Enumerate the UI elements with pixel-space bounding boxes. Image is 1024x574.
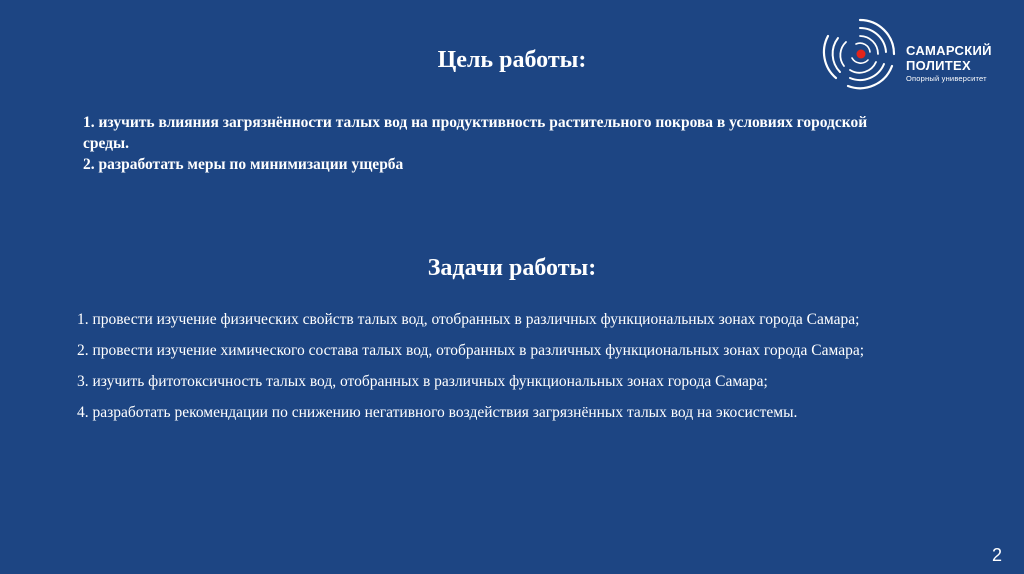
- logo-name-line1: САМАРСКИЙ: [906, 43, 992, 58]
- goal-item: 1. изучить влияния загрязнённости талых вод на продуктивность растительного покрова в условиях городской среды.: [83, 114, 868, 152]
- logo-tagline: Опорный университет: [906, 74, 987, 83]
- goal-heading: Цель работы:: [437, 47, 587, 73]
- logo-name-line2: ПОЛИТЕХ: [906, 58, 971, 73]
- task-list: [77, 309, 939, 433]
- task-item: 4. разработать рекомендации по снижению негативного воздействия загрязнённых талых вод на экосистемы.: [77, 404, 798, 421]
- goal-list: [83, 112, 903, 175]
- task-item: 3. изучить фитотоксичность талых вод, отобранных в различных функциональных зонах города Самара;: [77, 373, 768, 390]
- task-item: 1. провести изучение физических свойств талых вод, отобранных в различных функциональных зонах города Самара;: [77, 311, 860, 328]
- goal-item: 2. разработать меры по минимизации ущерба: [83, 156, 404, 173]
- tasks-heading: Задачи работы:: [427, 255, 597, 281]
- task-item: 2. провести изучение химического состава талых вод, отобранных в различных функциональных зонах города Самара;: [77, 342, 865, 359]
- page-number: 2: [991, 545, 1002, 565]
